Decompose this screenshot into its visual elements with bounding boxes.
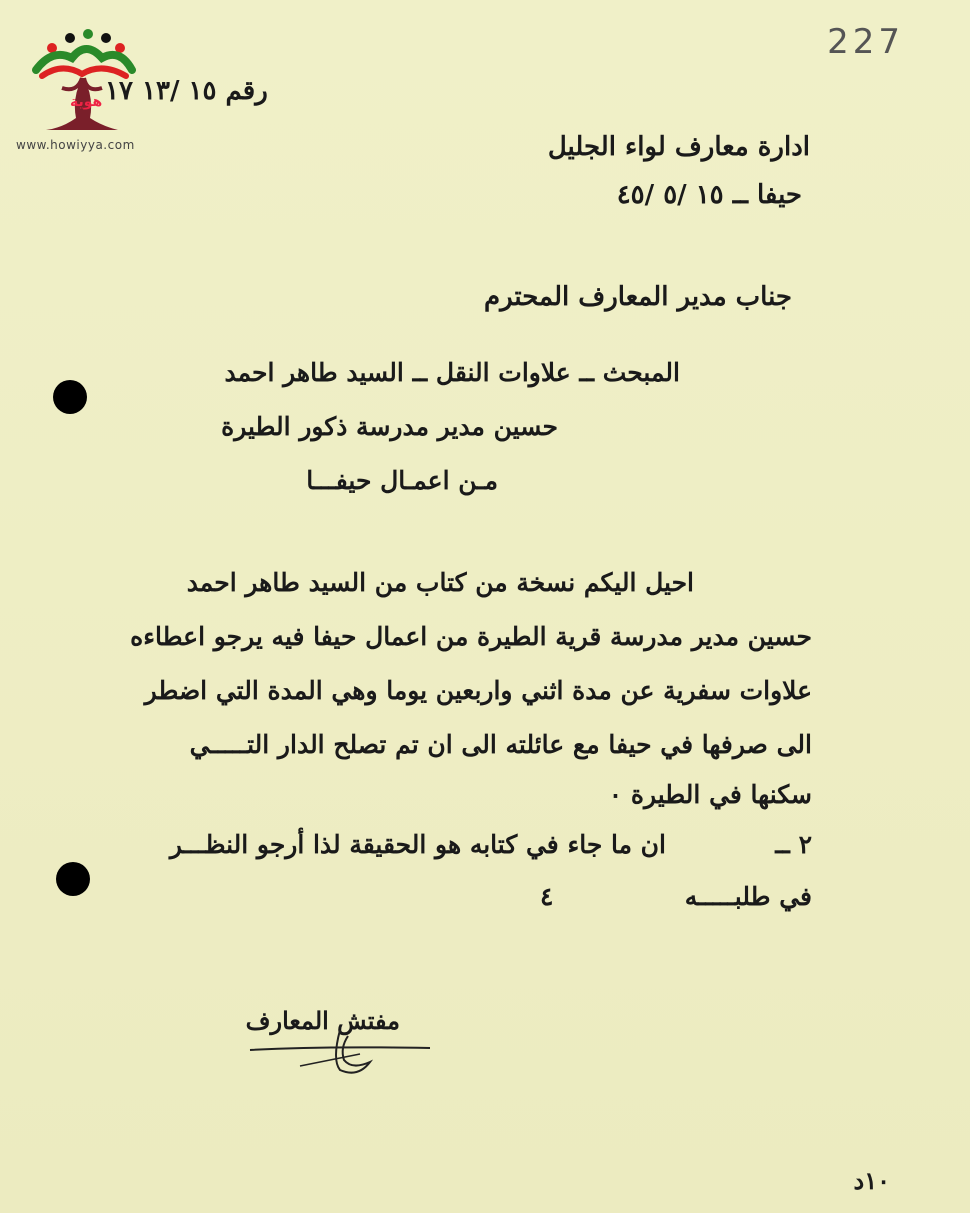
subject-line-3: مـن اعمـال حيفـــا (306, 466, 498, 495)
reference-number: رقم ١٥ /١٣ ١٧ (105, 76, 268, 106)
logo-site-text: www.howiyya.com (16, 138, 135, 152)
body-line-6: ان ما جاء في كتابه هو الحقيقة لذا أرجو النظـــر (169, 830, 666, 859)
body-line-7: في طلبـــــه (684, 882, 812, 911)
handwritten-signature (240, 1000, 440, 1090)
footer-code: ١٠د (853, 1166, 890, 1195)
punch-hole-top (53, 380, 87, 414)
body-line-2: حسين مدير مدرسة قرية الطيرة من اعمال حيفا فيه يرجو اعطاءه (130, 622, 812, 651)
subject-line-1: المبحث ــ علاوات النقل ــ السيد طاهر احمد (224, 358, 680, 387)
office-name: ادارة معارف لواء الجليل (547, 132, 810, 162)
body-line-1: احيل اليكم نسخة من كتاب من السيد طاهر احمد (186, 568, 694, 597)
pencil-page-number: 227 (827, 22, 904, 62)
punch-hole-bottom (56, 862, 90, 896)
svg-text:هوية: هوية (70, 94, 103, 110)
subject-line-2: حسين مدير مدرسة ذكور الطيرة (221, 412, 558, 441)
body-point-number: ٢ ــ (775, 830, 812, 859)
body-line-4: الى صرفها في حيفا مع عائلته الى ان تم تصلح الدار التـــــي (189, 730, 812, 759)
body-line-5: سكنها في الطيرة ٠ (608, 780, 812, 809)
body-line-7-end: ٤ (540, 882, 554, 911)
signature-title: مفتش المعارف (245, 1006, 400, 1035)
addressee: جناب مدير المعارف المحترم (483, 282, 792, 312)
body-line-3: علاوات سفرية عن مدة اثني واربعين يوما وهي المدة التي اضطر (144, 676, 812, 705)
place-date: حيفا ــ ١٥ /٥ /٤٥ (616, 180, 802, 210)
